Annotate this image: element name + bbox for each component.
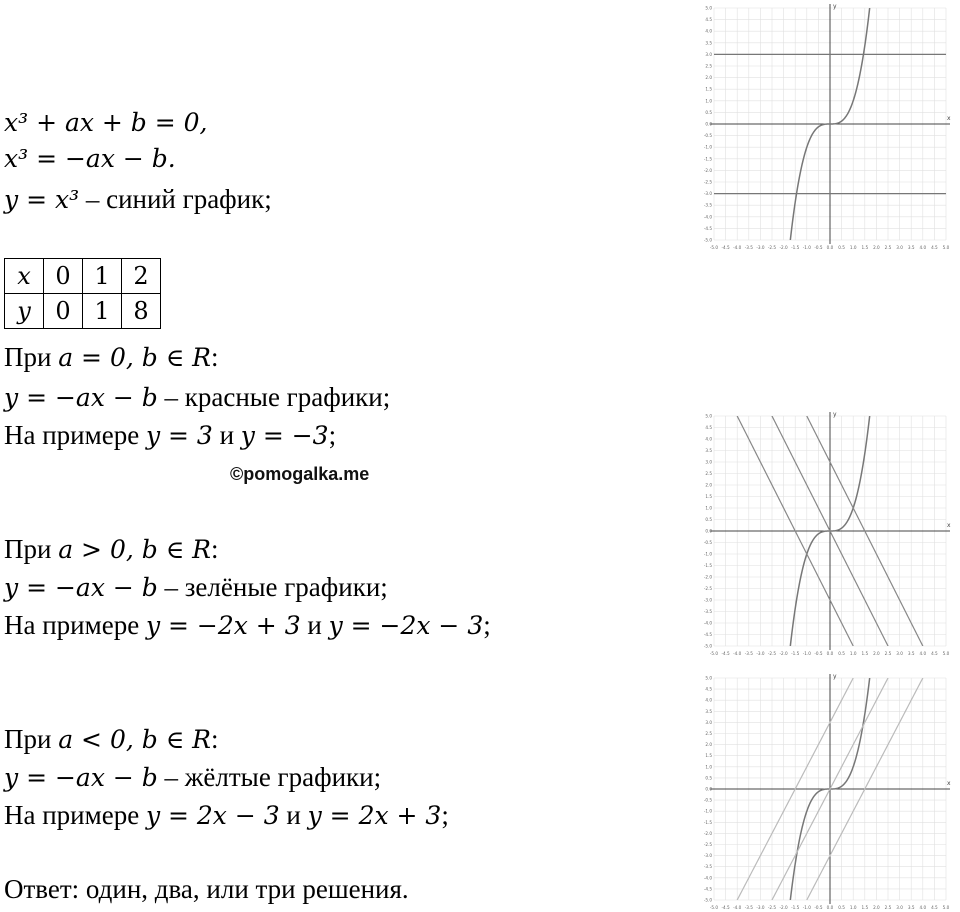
x-tick-label: 2.0 <box>873 245 880 250</box>
y-tick-label: -2.5 <box>704 179 712 185</box>
y-tick-label: 1.0 <box>705 505 712 511</box>
y-tick-label: 3.5 <box>705 708 712 714</box>
y-tick-label: 1.5 <box>705 494 712 499</box>
table-cell: 2 <box>122 259 161 294</box>
case1-end: ; <box>328 420 337 450</box>
y-tick-label: 5.0 <box>705 675 712 681</box>
equation-line-1: x³ + ax + b = 0, <box>4 108 208 137</box>
x-tick-label: 0.0 <box>826 905 834 910</box>
case1-heading <box>4 342 219 373</box>
y-tick-label: -4.0 <box>704 620 712 626</box>
x-axis-label: x <box>947 115 951 122</box>
x-tick-label: -5.0 <box>709 905 719 910</box>
case2-and: и <box>300 610 329 640</box>
case1-colon: : <box>210 342 219 372</box>
y-tick-label: -5.0 <box>704 897 712 903</box>
graph-cubic-decreasing-lines <box>704 408 954 658</box>
case2-condition: a > 0, b ∈ R <box>58 535 211 564</box>
x-tick-label: -2.0 <box>779 905 788 910</box>
x-tick-label: -3.0 <box>756 651 765 656</box>
x-tick-label: 1.5 <box>861 651 869 656</box>
y-tick-label: 3.5 <box>705 40 712 46</box>
x-tick-label: -2.5 <box>767 651 777 656</box>
case3-line2 <box>4 762 381 793</box>
case1-caption: – красные графики; <box>157 382 391 412</box>
x-tick-label: 0.5 <box>838 245 845 250</box>
y-tick-label: 4.0 <box>705 697 712 703</box>
x-tick-label: -1.5 <box>791 245 800 250</box>
x-tick-label: -4.0 <box>733 905 742 910</box>
case3-and: и <box>279 800 308 830</box>
y-tick-label: -4.0 <box>704 214 712 220</box>
y-tick-label: 1.5 <box>705 86 712 92</box>
x-tick-label: 2.0 <box>873 651 880 656</box>
x-tick-label: -1.0 <box>802 905 811 910</box>
case3-prefix: При <box>4 724 59 754</box>
y-axis-label: y <box>833 411 837 418</box>
table-row <box>5 259 161 294</box>
x-tick-label: 1.5 <box>861 245 869 250</box>
y-tick-label: -1.5 <box>704 563 712 568</box>
watermark: ©pomogalka.me <box>230 464 370 484</box>
case2-caption: – зелёные графики; <box>157 572 388 602</box>
y-tick-label: 4.5 <box>705 17 712 23</box>
y-tick-label: 2.0 <box>705 742 712 748</box>
x-tick-label: -5.0 <box>709 245 719 250</box>
y-tick-label: -4.5 <box>704 225 712 231</box>
y-tick-label: -2.0 <box>704 167 712 173</box>
y-tick-label: 1.0 <box>705 98 712 104</box>
x-tick-label: 5.0 <box>942 651 950 656</box>
y-tick-label: 4.5 <box>705 686 712 692</box>
x-tick-label: 1.0 <box>849 651 857 656</box>
x-tick-label: 3.5 <box>907 651 915 656</box>
case2-example-1: y = −2x + 3 <box>145 611 301 640</box>
y-tick-label: 4.5 <box>705 425 712 430</box>
x-tick-label: -3.0 <box>756 905 765 910</box>
x-tick-label: -4.5 <box>721 245 730 250</box>
x-axis-label: x <box>947 522 951 529</box>
x-tick-label: -3.5 <box>744 245 753 250</box>
x-tick-label: 5.0 <box>942 905 950 910</box>
y-tick-label: 0.5 <box>705 775 712 781</box>
case1-line2 <box>4 382 390 413</box>
case2-line3 <box>4 610 491 641</box>
case1-and: и <box>212 420 241 450</box>
y-tick-label: -3.0 <box>704 853 712 859</box>
y-tick-label: -3.0 <box>704 597 712 603</box>
case2-heading <box>4 534 219 565</box>
table-cell: 1 <box>83 294 122 329</box>
case3-caption: – жёлтые графики; <box>157 762 382 792</box>
x-tick-label: 3.0 <box>896 651 903 656</box>
y-tick-label: 2.0 <box>705 75 712 81</box>
y-tick-label: -3.5 <box>704 864 712 870</box>
table-header-x: x <box>5 259 44 294</box>
y-axis-label: y <box>833 3 837 10</box>
y-tick-label: -4.5 <box>704 632 712 637</box>
x-tick-label: -3.5 <box>744 905 753 910</box>
y-tick-label: 3.0 <box>705 51 712 57</box>
y-tick-label: -1.0 <box>704 808 712 814</box>
y-tick-label: 1.0 <box>705 764 712 770</box>
table-cell: 0 <box>44 294 83 329</box>
case3-example-prefix: На примере <box>4 800 146 830</box>
x-tick-label: -5.0 <box>709 651 719 656</box>
x-tick-label: 2.5 <box>884 651 892 656</box>
x-tick-label: -4.5 <box>721 905 730 910</box>
y-tick-label: 5.0 <box>705 5 712 11</box>
x-tick-label: -0.5 <box>814 245 823 250</box>
case1-example-prefix: На примере <box>4 420 146 450</box>
cubic-formula: y = x³ <box>4 185 80 214</box>
x-tick-label: -4.0 <box>733 245 742 250</box>
x-tick-label: 0.5 <box>838 651 845 656</box>
y-tick-label: -5.0 <box>704 237 712 243</box>
y-tick-label: -5.0 <box>704 643 712 649</box>
x-tick-label: 3.5 <box>907 245 915 250</box>
case2-prefix: При <box>4 534 59 564</box>
y-tick-label: -0.5 <box>704 540 712 545</box>
y-tick-label: 0.0 <box>705 121 712 127</box>
y-tick-label: -2.0 <box>704 574 712 580</box>
x-tick-label: -2.0 <box>779 651 788 656</box>
y-tick-label: 3.5 <box>705 448 712 453</box>
table-row <box>5 294 161 329</box>
x-tick-label: 2.5 <box>884 905 892 910</box>
case3-heading <box>4 724 219 755</box>
y-tick-label: -2.5 <box>704 586 712 591</box>
blue-graph-caption: – синий график; <box>79 184 272 214</box>
y-tick-label: -4.0 <box>704 875 712 881</box>
x-tick-label: -0.5 <box>814 905 823 910</box>
graph-cubic-increasing-lines <box>704 670 954 912</box>
x-tick-label: -1.0 <box>802 245 811 250</box>
y-tick-label: 0.5 <box>705 109 712 115</box>
y-tick-label: 3.0 <box>705 719 712 725</box>
case2-example-prefix: На примере <box>4 610 146 640</box>
x-tick-label: 0.0 <box>826 651 834 656</box>
table-cell: 0 <box>44 259 83 294</box>
case3-condition: a < 0, b ∈ R <box>58 725 211 754</box>
y-tick-label: 5.0 <box>705 413 712 419</box>
x-tick-label: -2.0 <box>779 245 788 250</box>
x-tick-label: 2.5 <box>884 245 892 250</box>
blue-graph-line <box>4 184 272 215</box>
case3-end: ; <box>441 800 449 830</box>
y-tick-label: 2.0 <box>705 482 712 488</box>
answer-line: Ответ: один, два, или три решения. <box>4 874 409 904</box>
case2-end: ; <box>483 610 491 640</box>
x-tick-label: -1.5 <box>791 905 800 910</box>
case2-line2 <box>4 572 388 603</box>
y-tick-label: 0.5 <box>705 517 712 522</box>
case1-condition: a = 0, b ∈ R <box>58 343 211 372</box>
x-tick-label: 4.5 <box>931 905 938 910</box>
y-tick-label: -1.0 <box>704 144 712 150</box>
x-tick-label: -2.5 <box>767 245 777 250</box>
x-tick-label: 3.0 <box>896 245 903 250</box>
x-tick-label: 2.0 <box>873 905 880 910</box>
case2-formula: y = −ax − b <box>4 573 158 602</box>
y-tick-label: -0.5 <box>704 797 712 803</box>
y-tick-label: -3.5 <box>704 202 712 208</box>
case3-line3 <box>4 800 449 831</box>
x-tick-label: -4.0 <box>733 651 742 656</box>
y-tick-label: 0.0 <box>705 786 712 792</box>
y-tick-label: 2.5 <box>705 63 712 69</box>
case1-example-1: y = 3 <box>145 421 213 450</box>
equation-line-2: x³ = −ax − b. <box>4 144 176 173</box>
x-tick-label: 1.0 <box>849 245 857 250</box>
y-tick-label: -2.0 <box>704 830 712 836</box>
x-tick-label: 3.0 <box>896 905 903 910</box>
x-tick-label: 4.5 <box>931 651 938 656</box>
y-axis-label: y <box>833 673 837 680</box>
x-tick-label: -3.5 <box>744 651 753 656</box>
y-tick-label: 4.0 <box>705 436 712 442</box>
y-tick-label: 3.0 <box>705 459 712 465</box>
x-axis-label: x <box>947 780 951 787</box>
x-tick-label: -4.5 <box>721 651 730 656</box>
y-tick-label: -2.5 <box>704 842 712 847</box>
x-tick-label: -0.5 <box>814 651 823 656</box>
x-tick-label: 1.5 <box>861 905 869 910</box>
x-tick-label: 4.5 <box>931 245 938 250</box>
y-tick-label: 2.5 <box>705 471 712 476</box>
x-tick-label: 4.0 <box>919 245 927 250</box>
y-tick-label: -3.5 <box>704 609 712 614</box>
case1-line3 <box>4 420 336 451</box>
y-tick-label: 4.0 <box>705 28 712 34</box>
table-cell: 1 <box>83 259 122 294</box>
y-tick-label: -4.5 <box>704 886 712 892</box>
table-cell: 8 <box>122 294 161 329</box>
y-tick-label: 0.0 <box>705 528 712 534</box>
case3-example-1: y = 2x − 3 <box>145 801 280 830</box>
x-tick-label: -1.5 <box>791 651 800 656</box>
x-tick-label: 5.0 <box>942 245 950 250</box>
values-table <box>4 258 161 329</box>
x-tick-label: 0.0 <box>826 245 834 250</box>
case1-example-2: y = −3 <box>240 421 329 450</box>
x-tick-label: -1.0 <box>802 651 811 656</box>
table-header-y: y <box>5 294 44 329</box>
y-tick-label: 1.5 <box>705 753 712 759</box>
x-tick-label: 1.0 <box>849 905 857 910</box>
case1-prefix: При <box>4 342 59 372</box>
x-tick-label: -3.0 <box>756 245 765 250</box>
x-tick-label: 0.5 <box>838 905 845 910</box>
y-tick-label: -1.5 <box>704 156 712 162</box>
y-tick-label: -1.0 <box>704 551 712 557</box>
x-tick-label: -2.5 <box>767 905 777 910</box>
case1-formula: y = −ax − b <box>4 383 158 412</box>
case3-formula: y = −ax − b <box>4 763 158 792</box>
case2-colon: : <box>210 534 219 564</box>
y-tick-label: -0.5 <box>704 133 712 139</box>
x-tick-label: 4.0 <box>919 905 927 910</box>
y-tick-label: -3.0 <box>704 191 712 197</box>
case2-example-2: y = −2x − 3 <box>328 611 484 640</box>
graph-cubic-horizontal <box>704 0 954 252</box>
y-tick-label: 2.5 <box>705 731 712 736</box>
y-tick-label: -1.5 <box>704 819 712 825</box>
x-tick-label: 4.0 <box>919 651 927 656</box>
case3-example-2: y = 2x + 3 <box>307 801 442 830</box>
x-tick-label: 3.5 <box>907 905 915 910</box>
case3-colon: : <box>210 724 219 754</box>
